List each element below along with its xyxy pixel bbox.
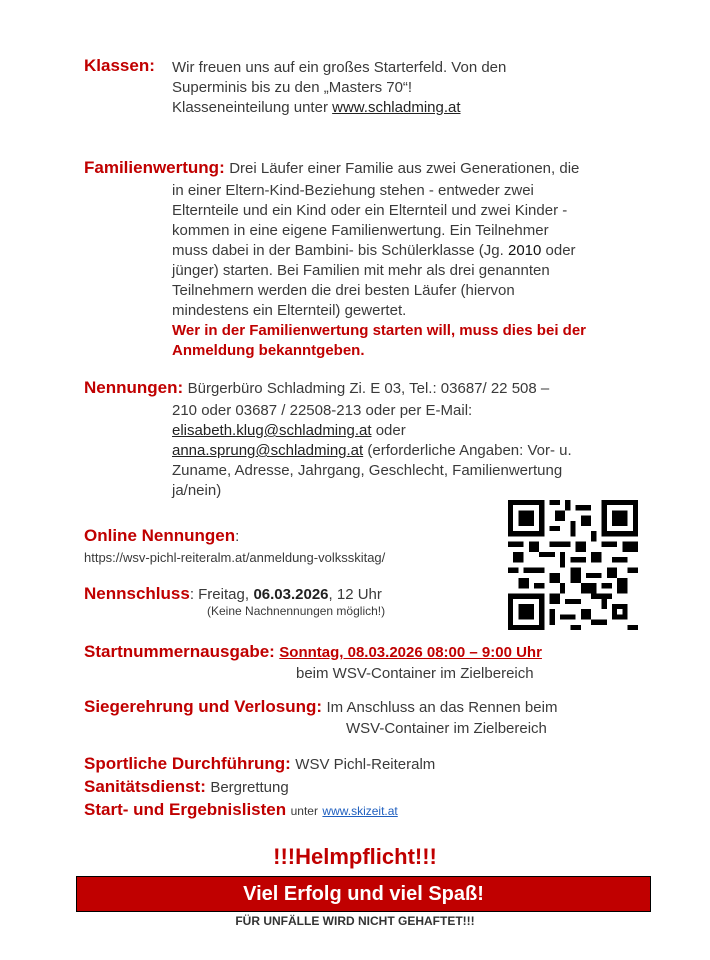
startnummer-place: beim WSV-Container im Zielbereich bbox=[296, 665, 534, 682]
success-banner: Viel Erfolg und viel Spaß! bbox=[76, 876, 651, 912]
klassen-line bbox=[172, 98, 642, 118]
nennungen-line: Bürgerbüro Schladming Zi. E 03, Tel.: 03687/ 22 508 – bbox=[187, 380, 550, 397]
schladming-link[interactable]: www.schladming.at bbox=[332, 99, 461, 116]
nennschluss-suffix: , 12 Uhr bbox=[328, 586, 382, 603]
online-nennungen-label: Online Nennungen bbox=[84, 526, 236, 545]
skizeit-link[interactable]: www.skizeit.at bbox=[322, 804, 398, 818]
siegerehrung-text: Im Anschluss an das Rennen beim bbox=[326, 699, 558, 716]
listen-label: Start- und Ergebnislisten bbox=[84, 800, 287, 819]
siegerehrung-line bbox=[84, 697, 557, 718]
klassen-label: Klassen: bbox=[84, 56, 155, 75]
nennschluss-label: Nennschluss bbox=[84, 584, 190, 603]
nennungen-line: ja/nein) bbox=[172, 482, 222, 499]
familienwertung-warning: Wer in der Familienwertung starten will, muss dies bei der bbox=[172, 322, 586, 339]
nennungen-line: Zuname, Adresse, Jahrgang, Geschlecht, Familienwertung bbox=[172, 462, 563, 479]
listen-line bbox=[84, 800, 398, 820]
familienwertung-line: kommen in eine eigene Familienwertung. Ein Teilnehmer bbox=[172, 222, 549, 239]
online-nennungen-url[interactable]: https://wsv-pichl-reiteralm.at/anmeldung-volksskitag/ bbox=[84, 550, 386, 565]
klassen-line-prefix: Klasseneinteilung unter bbox=[172, 99, 328, 116]
email-anna-link[interactable]: anna.sprung@schladming.at bbox=[172, 442, 364, 459]
nennungen-text bbox=[172, 401, 652, 501]
klassen-line: Superminis bis zu den „Masters 70“! bbox=[172, 79, 413, 96]
email-elisabeth-link[interactable]: elisabeth.klug@schladming.at bbox=[172, 422, 372, 439]
sportlich-label: Sportliche Durchführung: bbox=[84, 754, 291, 773]
nennungen-label: Nennungen: bbox=[84, 378, 184, 397]
sanitaet-line bbox=[84, 777, 289, 798]
nennschluss-date: 06.03.2026 bbox=[253, 586, 329, 603]
startnummer-line bbox=[84, 642, 542, 662]
startnummer-label: Startnummernausgabe: bbox=[84, 642, 275, 661]
nennungen-section bbox=[84, 378, 654, 399]
klassen-text bbox=[172, 58, 642, 118]
sportlich-line bbox=[84, 754, 435, 775]
nennschluss-note: (Keine Nachnennungen möglich!) bbox=[207, 604, 386, 618]
nennungen-line bbox=[172, 441, 652, 461]
familienwertung-year: 2010 bbox=[507, 242, 542, 259]
familienwertung-line: Teilnehmern werden die drei besten Läufer (hiervon bbox=[172, 282, 515, 299]
familienwertung-line: Drei Läufer einer Familie aus zwei Generationen, die bbox=[229, 160, 580, 177]
klassen-line: Wir freuen uns auf ein großes Starterfeld. Von den bbox=[172, 59, 507, 76]
listen-prefix: unter bbox=[290, 804, 318, 818]
startnummer-date: Sonntag, 08.03.2026 08:00 – 9:00 Uhr bbox=[279, 644, 542, 661]
familienwertung-line: in einer Eltern-Kind-Beziehung stehen - entweder zwei bbox=[172, 182, 534, 199]
online-nennungen-colon: : bbox=[235, 528, 240, 545]
familienwertung-line: Elternteile und ein Kind oder ein Elternteil und zwei Kinder - bbox=[172, 202, 568, 219]
familienwertung-line-text: muss dabei in der Bambini- bis Schülerklasse (Jg. bbox=[172, 242, 504, 259]
nennschluss-line bbox=[84, 584, 382, 605]
sportlich-value: WSV Pichl-Reiteralm bbox=[295, 756, 436, 773]
familienwertung-line: mindestens ein Elternteil) gewertet. bbox=[172, 302, 407, 319]
familienwertung-year-suffix: oder bbox=[545, 242, 576, 259]
nennungen-email-suffix: oder bbox=[375, 422, 406, 439]
qr-code-icon[interactable] bbox=[508, 500, 638, 630]
nennschluss-prefix: : Freitag, bbox=[189, 586, 249, 603]
helmpflicht-heading: !!!Helmpflicht!!! bbox=[273, 844, 437, 869]
familienwertung-warning: Anmeldung bekanntgeben. bbox=[172, 342, 365, 359]
nennungen-line: 210 oder 03687 / 22508-213 oder per E-Mail: bbox=[172, 402, 473, 419]
siegerehrung-label: Siegerehrung und Verlosung: bbox=[84, 697, 323, 716]
siegerehrung-line2: WSV-Container im Zielbereich bbox=[346, 720, 547, 737]
sanitaet-label: Sanitätsdienst: bbox=[84, 777, 206, 796]
liability-footer: FÜR UNFÄLLE WIRD NICHT GEHAFTET!!! bbox=[235, 914, 475, 928]
familienwertung-line: jünger) starten. Bei Familien mit mehr als drei genannten bbox=[172, 262, 550, 279]
nennungen-line bbox=[172, 421, 652, 441]
sanitaet-value: Bergrettung bbox=[210, 779, 289, 796]
online-nennungen-heading bbox=[84, 526, 239, 547]
familienwertung-line bbox=[172, 241, 652, 261]
familienwertung-label: Familienwertung: bbox=[84, 158, 225, 177]
nennungen-email-suffix: (erforderliche Angaben: Vor- u. bbox=[367, 442, 572, 459]
familienwertung-text bbox=[172, 181, 652, 361]
familienwertung-section bbox=[84, 158, 654, 179]
